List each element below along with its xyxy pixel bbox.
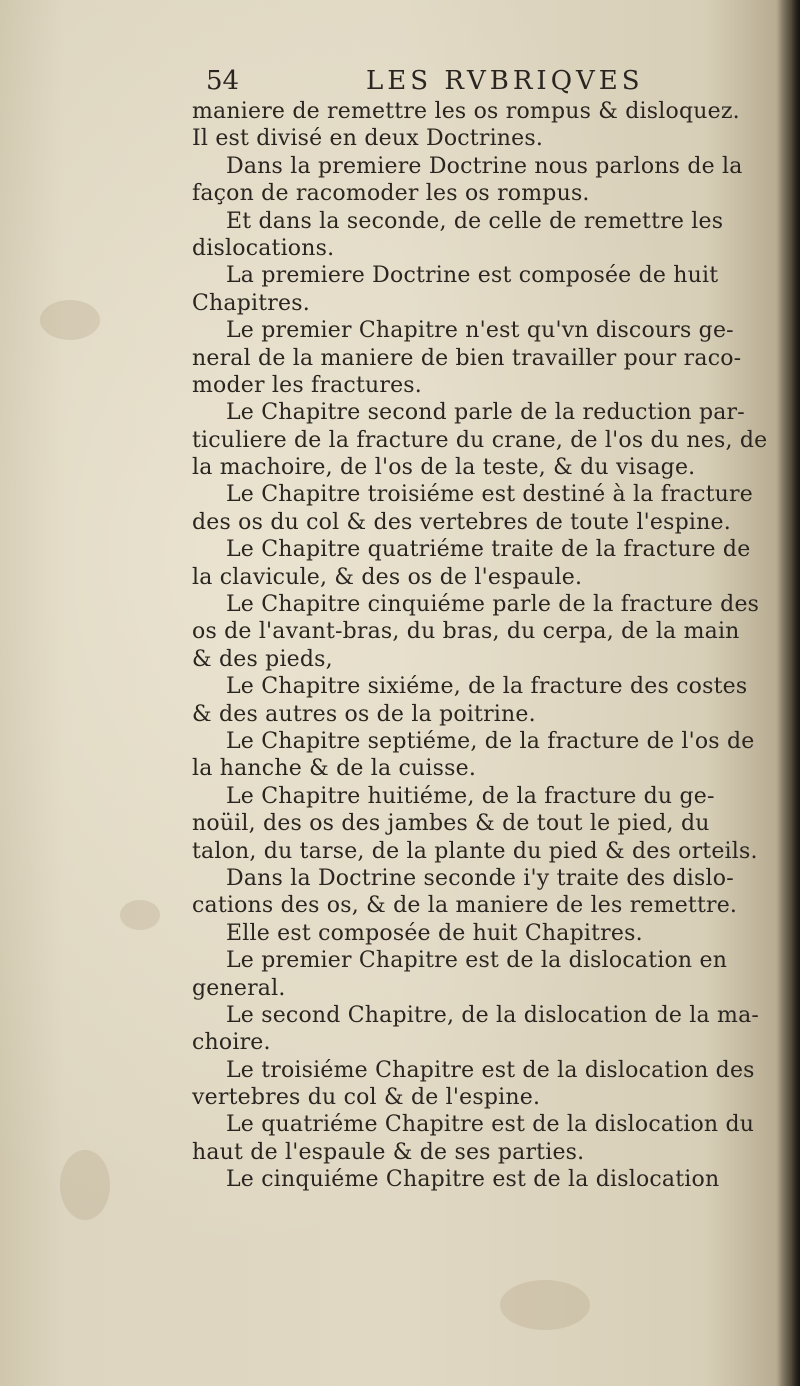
text-line: maniere de remettre les os rompus & disloquez.	[192, 99, 740, 124]
text-line: Elle est composée de huit Chapitres.	[226, 920, 643, 946]
text-line: La premiere Doctrine est composée de huit	[226, 263, 719, 289]
text-line: Le quatriéme Chapitre est de la dislocation du	[226, 1112, 755, 1138]
text-line: Dans la Doctrine seconde i'y traite des dislo-	[226, 865, 734, 891]
text-line: Dans la premiere Doctrine nous parlons de la	[226, 153, 743, 179]
text-line: Le premier Chapitre n'est qu'vn discours ge-	[226, 318, 734, 344]
text-line: haut de l'espaule & de ses parties.	[192, 1139, 585, 1165]
text-line: Le troisiéme Chapitre est de la dislocation des	[226, 1057, 755, 1083]
text-line: & des autres os de la poitrine.	[192, 701, 536, 727]
text-line: Le Chapitre sixiéme, de la fracture des costes	[226, 674, 748, 700]
text-line: Il est divisé en deux Doctrines.	[192, 126, 544, 152]
text-line: ticuliere de la fracture du crane, de l'os du nes, de	[192, 427, 768, 453]
text-line: os de l'avant-bras, du bras, du cerpa, de la main	[192, 619, 740, 645]
text-line: la clavicule, & des os de l'espaule.	[192, 564, 583, 590]
text-line: Le Chapitre second parle de la reduction par-	[226, 400, 745, 426]
text-line: la machoire, de l'os de la teste, & du visage.	[192, 455, 696, 481]
text-line: Le Chapitre quatriéme traite de la fracture de	[226, 537, 751, 563]
page-number: 54	[206, 66, 240, 96]
text-line: & des pieds,	[192, 646, 333, 672]
page-gutter	[778, 0, 800, 1386]
text-line: dislocations.	[192, 235, 335, 261]
running-head: LES RVBRIQVES	[366, 66, 644, 96]
text-line: Le cinquiéme Chapitre est de la dislocation	[226, 1167, 720, 1193]
text-line: vertebres du col & de l'espine.	[192, 1085, 541, 1111]
paper-stain	[500, 1280, 590, 1330]
page-header	[206, 64, 766, 98]
paper-stain	[60, 1150, 110, 1220]
body-text	[192, 98, 777, 1194]
text-line: Et dans la seconde, de celle de remettre les	[226, 208, 724, 234]
text-line: noüil, des os des jambes & de tout le pied, du	[192, 811, 710, 837]
text-line: choire.	[192, 1030, 271, 1056]
text-line: Le premier Chapitre est de la dislocation en	[226, 948, 728, 974]
text-line: Chapitres.	[192, 290, 310, 316]
text-line: talon, du tarse, de la plante du pied & des orteils.	[192, 838, 758, 864]
text-line: Le Chapitre cinquiéme parle de la fracture des	[226, 592, 760, 618]
text-line: Le Chapitre septiéme, de la fracture de l'os de	[226, 728, 755, 754]
text-line: Le second Chapitre, de la dislocation de la ma-	[226, 1002, 760, 1028]
paper-stain	[40, 300, 100, 340]
text-line: façon de racomoder les os rompus.	[192, 181, 590, 207]
text-line: Le Chapitre huitiéme, de la fracture du ge-	[226, 783, 715, 809]
text-line: la hanche & de la cuisse.	[192, 756, 477, 782]
text-line: Le Chapitre troisiéme est destiné à la fracture	[226, 482, 753, 508]
text-line: neral de la maniere de bien travailler pour raco-	[192, 345, 742, 371]
text-line: moder les fractures.	[192, 372, 422, 398]
paper-stain	[120, 900, 160, 930]
text-line: cations des os, & de la maniere de les remettre.	[192, 893, 738, 919]
text-line: general.	[192, 975, 286, 1001]
text-line: des os du col & des vertebres de toute l'espine.	[192, 509, 731, 535]
